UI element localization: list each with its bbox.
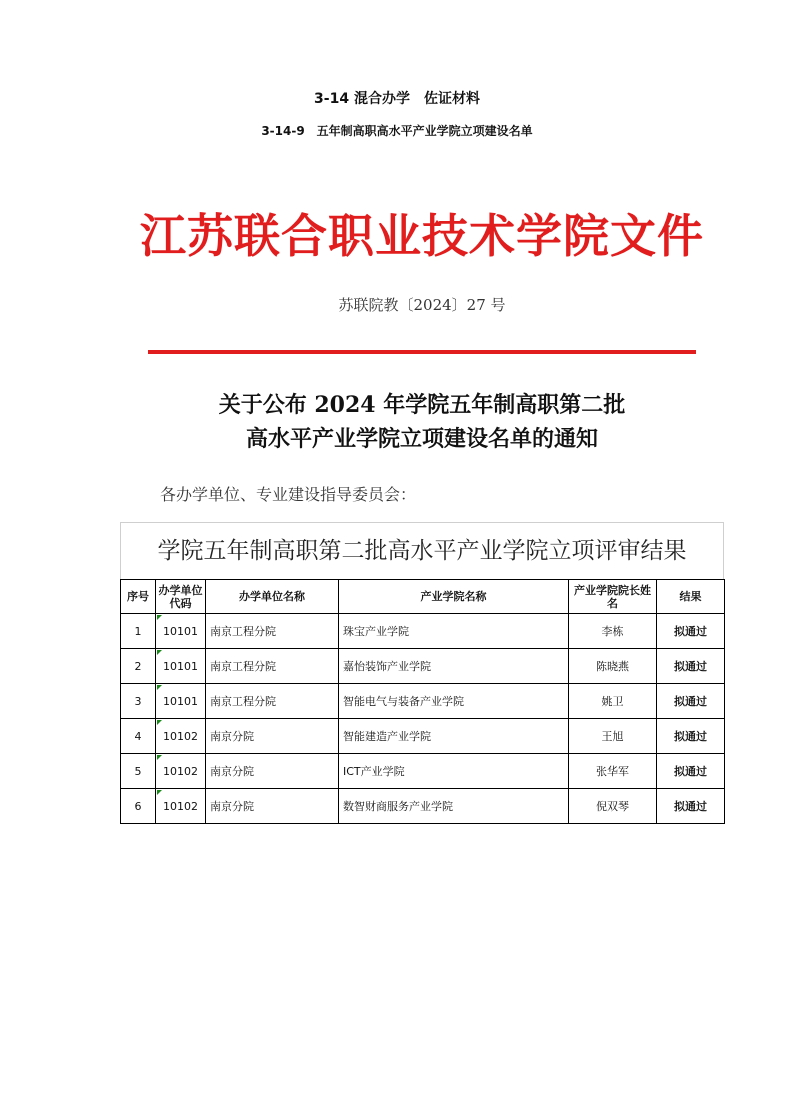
col-header-unit: 办学单位名称 [206,580,339,614]
table-row [121,649,725,684]
cell-no: 1 [121,614,156,649]
subsection-title: 3-14-9 五年制高职高水平产业学院立项建设名单 [261,124,533,138]
cell-college: 嘉怡装饰产业学院 [339,649,569,684]
cell-no: 4 [121,719,156,754]
cell-code: 10101 [156,614,206,649]
cell-no: 2 [121,649,156,684]
col-header-college: 产业学院名称 [339,580,569,614]
cell-unit: 南京工程分院 [206,649,339,684]
cell-college: ICT产业学院 [339,754,569,789]
table-row [121,754,725,789]
cell-unit: 南京工程分院 [206,684,339,719]
cell-result: 拟通过 [657,614,725,649]
cell-code: 10102 [156,754,206,789]
org-letterhead: 江苏联合职业技术学院文件 [140,209,704,263]
cell-unit: 南京工程分院 [206,614,339,649]
cell-result: 拟通过 [657,719,725,754]
cell-code: 10101 [156,684,206,719]
cell-result: 拟通过 [657,649,725,684]
red-divider [148,350,696,354]
cell-dean: 李栋 [569,614,657,649]
cell-no: 6 [121,789,156,824]
cell-college: 数智财商服务产业学院 [339,789,569,824]
notice-greeting: 各办学单位、专业建设指导委员会： [160,485,417,504]
cell-code: 10101 [156,649,206,684]
table-row [121,719,725,754]
cell-code: 10102 [156,719,206,754]
col-header-dean: 产业学院院长姓名 [569,580,657,614]
cell-no: 5 [121,754,156,789]
result-table-section [120,522,724,824]
cell-unit: 南京分院 [206,754,339,789]
table-header-row [121,580,725,614]
cell-result: 拟通过 [657,754,725,789]
cell-unit: 南京分院 [206,789,339,824]
cell-dean: 陈晓燕 [569,649,657,684]
col-header-no: 序号 [121,580,156,614]
notice-title-line1: 关于公布 2024 年学院五年制高职第二批 [218,392,626,418]
cell-unit: 南京分院 [206,719,339,754]
section-title: 3-14 混合办学 佐证材料 [314,91,480,107]
col-header-code: 办学单位代码 [156,580,206,614]
col-header-result: 结果 [657,580,725,614]
result-table [120,579,725,824]
notice-title-line2: 高水平产业学院立项建设名单的通知 [245,426,598,452]
document-number: 苏联院教〔2024〕27 号 [338,296,506,314]
table-row [121,789,725,824]
cell-code: 10102 [156,789,206,824]
cell-dean: 倪双琴 [569,789,657,824]
table-row [121,614,725,649]
cell-result: 拟通过 [657,684,725,719]
cell-dean: 王旭 [569,719,657,754]
cell-no: 3 [121,684,156,719]
cell-dean: 姚卫 [569,684,657,719]
result-table-title: 学院五年制高职第二批高水平产业学院立项评审结果 [120,522,724,579]
cell-college: 智能建造产业学院 [339,719,569,754]
cell-college: 珠宝产业学院 [339,614,569,649]
cell-result: 拟通过 [657,789,725,824]
cell-college: 智能电气与装备产业学院 [339,684,569,719]
cell-dean: 张华军 [569,754,657,789]
table-row [121,684,725,719]
notice-scan [120,178,724,518]
